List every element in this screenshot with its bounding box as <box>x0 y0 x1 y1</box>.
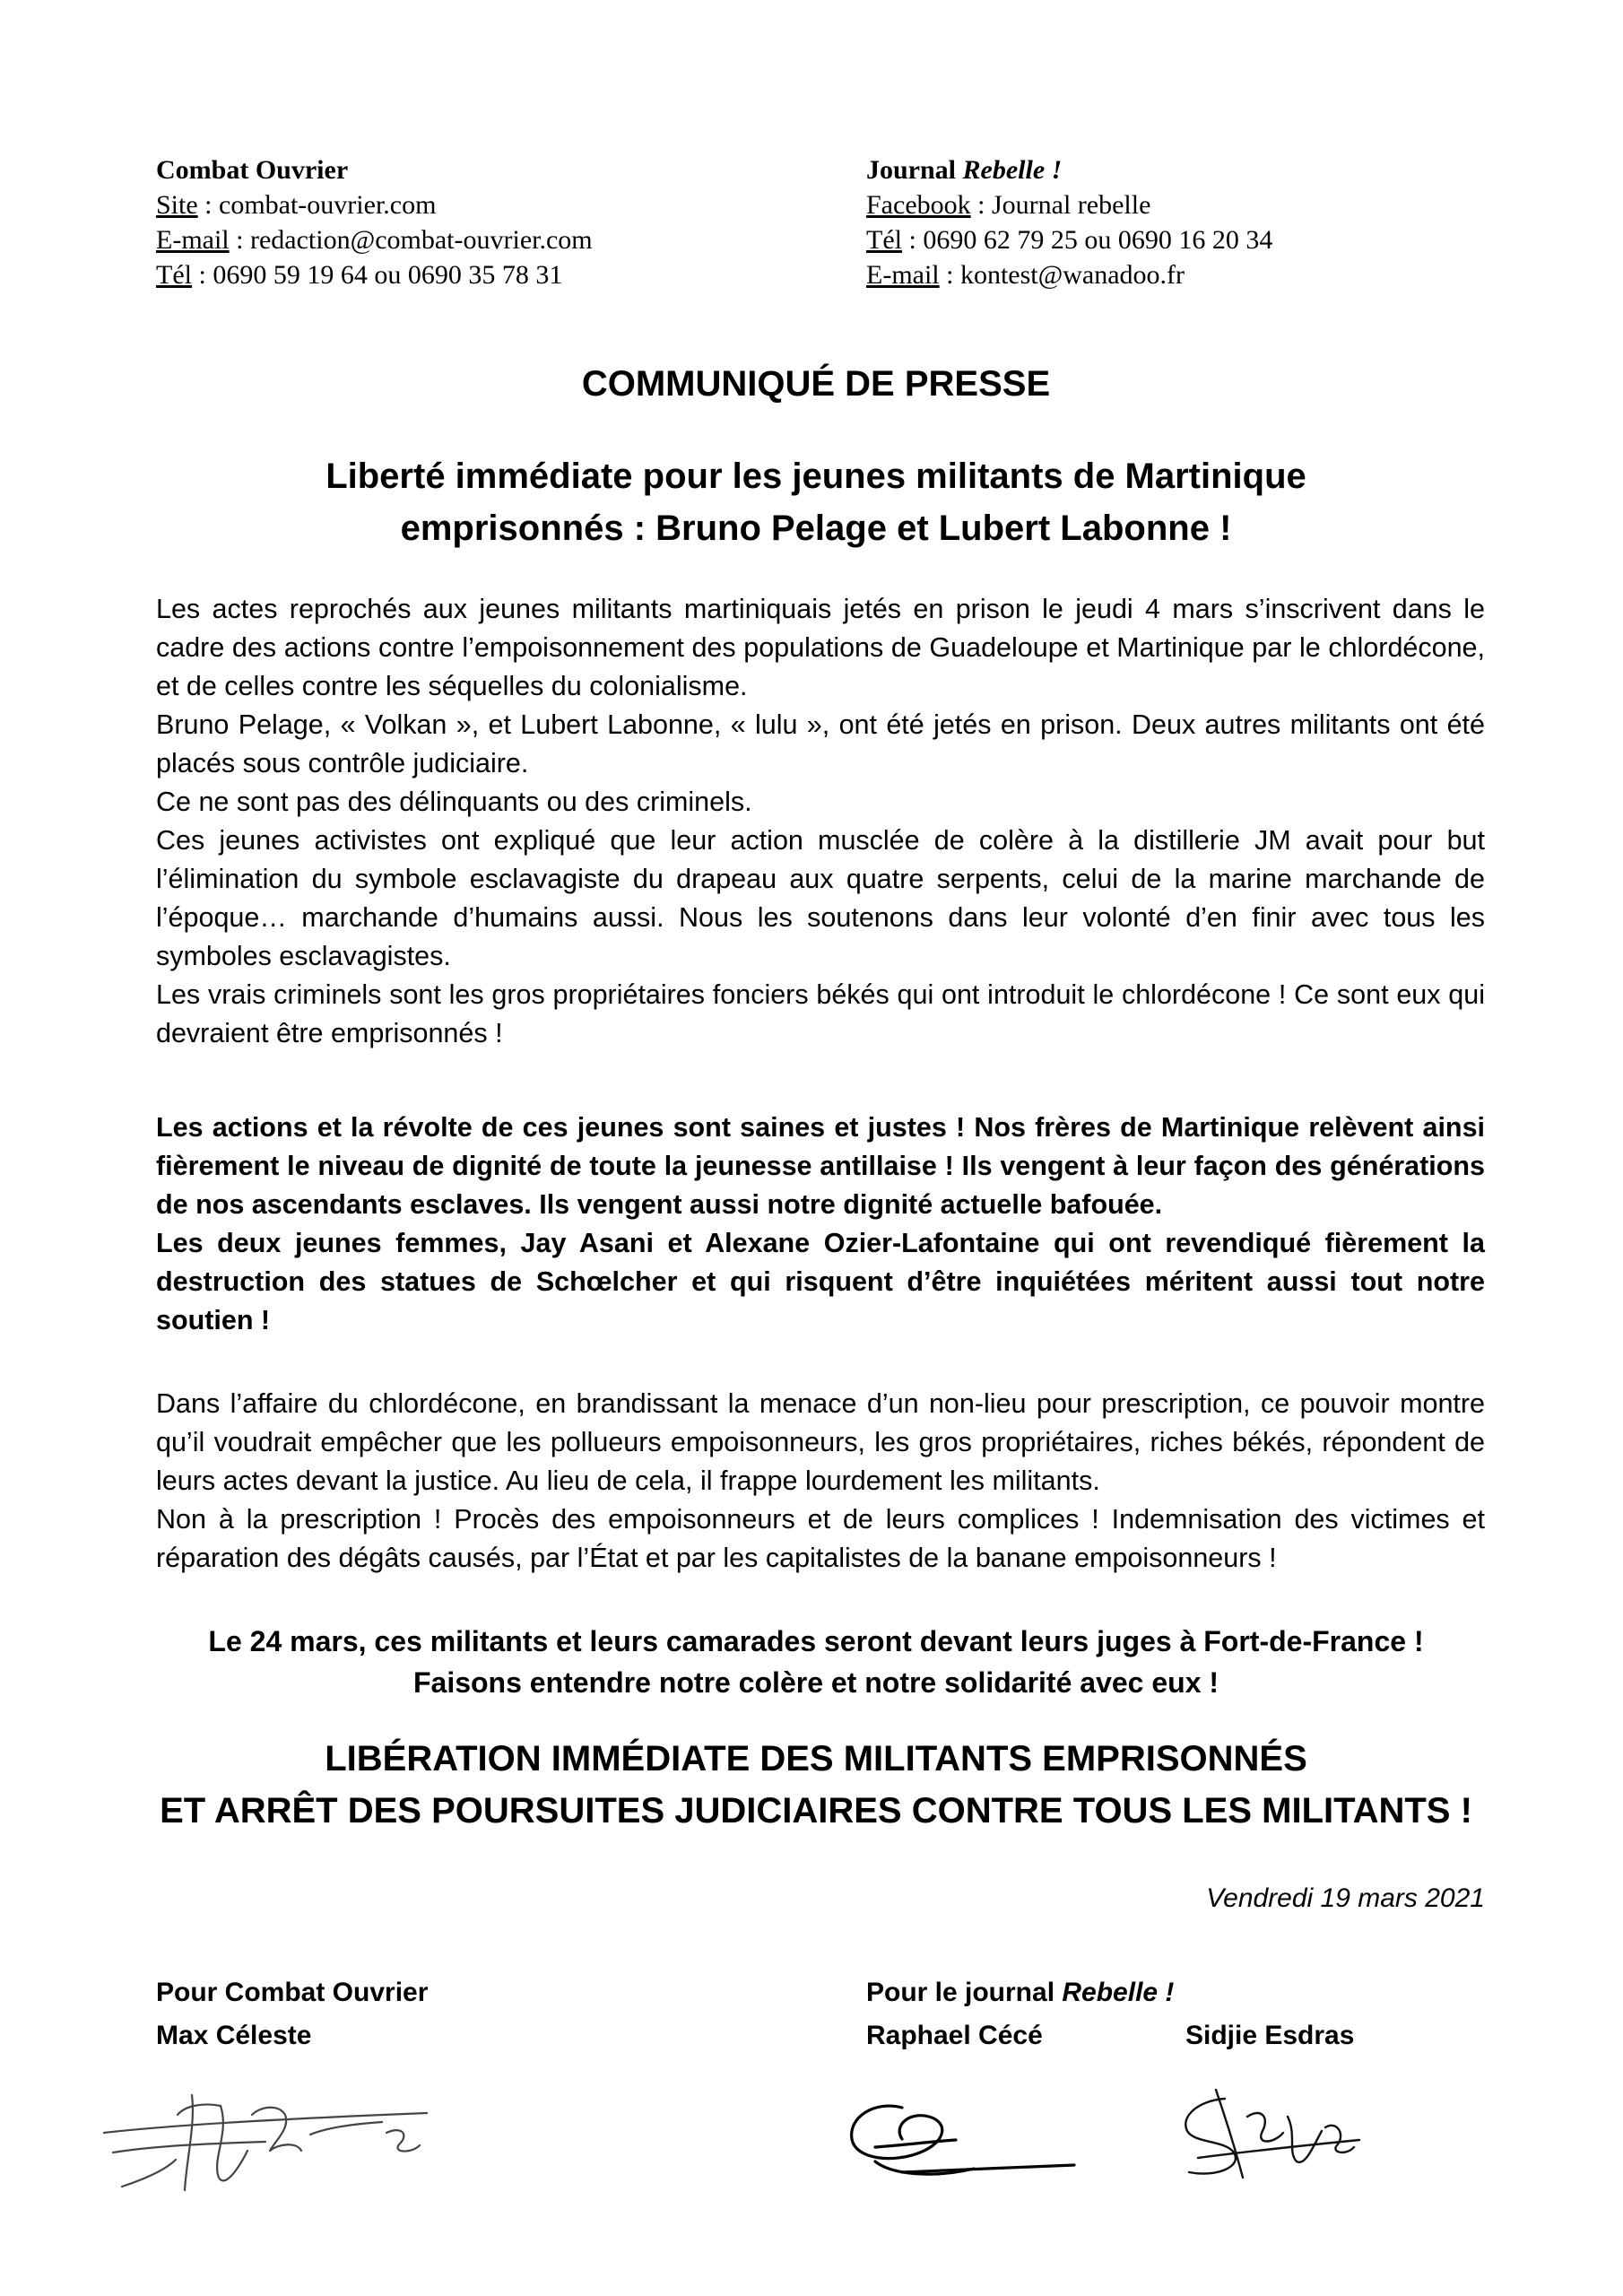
paragraph-line: Non à la prescription ! Procès des empoisonneurs et de leurs complices ! Indemnisation des victimes et réparation des dégâts causés, par l’État et par les capitalistes de la banane empoisonneurs ! <box>156 1504 1485 1573</box>
email-value: : kontest@wanadoo.fr <box>939 260 1185 290</box>
facebook-value: : Journal rebelle <box>970 190 1151 220</box>
facebook-label: Facebook <box>866 190 971 220</box>
org-prefix: Journal <box>866 155 963 185</box>
signatory-name: Max Céleste <box>156 2021 312 2050</box>
headline-line: emprisonnés : Bruno Pelage et Lubert Labonne ! <box>400 509 1232 548</box>
tel-label: Tél <box>156 260 192 290</box>
body-paragraph-1 <box>156 590 1485 1053</box>
contact-journal-rebelle <box>866 152 1548 292</box>
site-label: Site <box>156 190 198 220</box>
signatory-for: Pour Combat Ouvrier <box>156 1978 429 2007</box>
signature-raphael-cece-icon <box>839 2090 1081 2188</box>
paragraph-line: Les actions et la révolte de ces jeunes sont saines et justes ! Nos frères de Martinique relèvent ainsi fièrement le niveau de dignité de toute la jeunesse antillaise ! Ils vengent à leur façon des générations de nos ascendants esclaves. Ils vengent aussi notre dignité actuelle bafouée. <box>156 1112 1485 1220</box>
paragraph-line: Ce ne sont pas des délinquants ou des criminels. <box>156 787 752 817</box>
callout <box>143 1621 1488 1703</box>
body-paragraph-2 <box>156 1109 1485 1340</box>
callout-line: Le 24 mars, ces militants et leurs camarades seront devant leurs juges à Fort-de-France ! <box>208 1625 1424 1657</box>
paragraph-line: Bruno Pelage, « Volkan », et Lubert Labonne, « lulu », ont été jetés en prison. Deux autres militants ont été placés sous contrôle judiciaire. <box>156 709 1485 778</box>
email-label: E-mail <box>866 260 940 290</box>
slogan-line: ET ARRÊT DES POURSUITES JUDICIAIRES CONTRE TOUS LES MILITANTS ! <box>160 1791 1472 1831</box>
site-line <box>156 187 838 222</box>
org-name <box>866 152 1548 187</box>
page-title: COMMUNIQUÉ DE PRESSE <box>581 364 1051 404</box>
facebook-line <box>866 187 1548 222</box>
slogan-line: LIBÉRATION IMMÉDIATE DES MILITANTS EMPRISONNÉS <box>325 1739 1307 1779</box>
org-italic: Rebelle ! <box>962 155 1063 185</box>
tel-label: Tél <box>866 225 902 255</box>
signatory-name-1: Raphael Cécé <box>866 2021 1043 2050</box>
headline <box>143 450 1488 554</box>
tel-value: : 0690 62 79 25 ou 0690 16 20 34 <box>901 225 1273 255</box>
org-name: Combat Ouvrier <box>156 155 349 185</box>
signatory-name-2: Sidjie Esdras <box>1185 2021 1355 2050</box>
headline-line: Liberté immédiate pour les jeunes militants de Martinique <box>325 457 1306 496</box>
signature-sidjie-esdras-icon <box>1162 2081 1377 2188</box>
tel-line <box>866 222 1548 257</box>
email-line <box>156 222 838 257</box>
body-paragraph-3 <box>156 1385 1485 1578</box>
signatory-for-prefix: Pour le journal <box>866 1978 1063 2007</box>
signature-max-celeste-icon <box>86 2079 445 2196</box>
paragraph-line: Les deux jeunes femmes, Jay Asani et Alexane Ozier-Lafontaine qui ont revendiqué fièrement la destruction des statues de Schœlcher et qui risquent d’être inquiétées méritent aussi tout notre soutien ! <box>156 1228 1485 1335</box>
paragraph-line: Les actes reprochés aux jeunes militants martiniquais jetés en prison le jeudi 4 mars s’inscrivent dans le cadre des actions contre l’empoisonnement des populations de Guadeloupe et Martinique par le chlordécone, et de celles contre les séquelles du colonialisme. <box>156 594 1485 701</box>
slogan <box>143 1733 1488 1837</box>
paragraph-line: Ces jeunes activistes ont expliqué que leur action musclée de colère à la distillerie JM avait pour but l’élimination du symbole esclavagiste du drapeau aux quatre serpents, celui de la marine marchande de l’époque… marchande d’humains aussi. Nous les soutenons dans leur volonté d’en finir avec tous les symboles esclavagistes. <box>156 825 1485 971</box>
callout-line: Faisons entendre notre colère et notre solidarité avec eux ! <box>412 1666 1219 1699</box>
tel-line <box>156 257 838 292</box>
signatory-combat-ouvrier <box>156 1971 428 2057</box>
contact-combat-ouvrier <box>156 152 838 292</box>
email-label: E-mail <box>156 225 230 255</box>
signatory-for <box>866 1971 1174 2014</box>
email-line <box>866 257 1548 292</box>
tel-value: : 0690 59 19 64 ou 0690 35 78 31 <box>191 260 563 290</box>
signatory-for-italic: Rebelle ! <box>1062 1978 1175 2007</box>
email-value: : redaction@combat-ouvrier.com <box>229 225 593 255</box>
paragraph-line: Les vrais criminels sont les gros propriétaires fonciers békés qui ont introduit le chlordécone ! Ce sont eux qui devraient être emprisonnés ! <box>156 979 1485 1048</box>
site-value: : combat-ouvrier.com <box>197 190 437 220</box>
paragraph-line: Dans l’affaire du chlordécone, en brandissant la menace d’un non-lieu pour prescription, ce pouvoir montre qu’il voudrait empêcher que les pollueurs empoisonneurs, les gros propriétaires, riches békés, répondent de leurs actes devant la justice. Au lieu de cela, il frappe lourdement les militants. <box>156 1388 1485 1496</box>
document-date: Vendredi 19 mars 2021 <box>1206 1883 1485 1913</box>
signatory-journal-rebelle <box>866 1971 1355 2057</box>
